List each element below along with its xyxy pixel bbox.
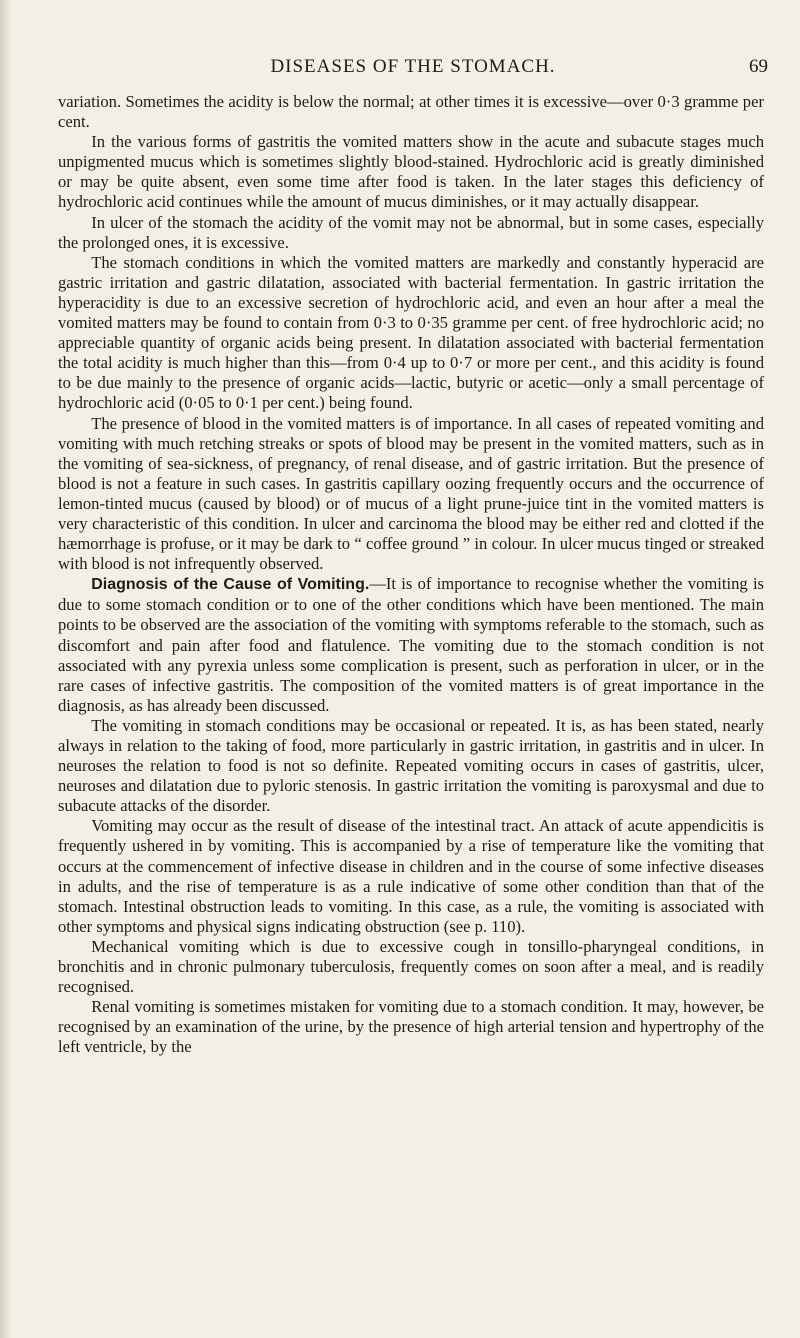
- paragraph-mechanical: Mechanical vomiting which is due to excessive cough in tonsillo-pharyngeal conditions, in bronchitis and in chronic pulmonary tuberculosis, frequently comes on soon after a meal, and is readily recognised.: [58, 936, 764, 997]
- paragraph-diagnosis-text: It is of importance to recognise whether the vomiting is due to some stomach condition or to one of the other conditions which have been mentioned. The main points to be observed are the association of the vomiting with symptoms referable to the stomach, such as discomfort and pain after food and flatulence. The vomiting due to the stomach condition is not associated with any pyrexia unless some complication is present, such as perforation in ulcer, or in the rare cases of infective gastritis. The composition of the vomited matters is of great importance in the diagnosis, as has already been discussed.: [58, 574, 765, 715]
- paragraph-blood: The presence of blood in the vomited matters is of importance. In all cases of repeated vomiting and vomiting with much retching streaks or spots of blood may be present in the vomited matters, such as in the vomiting of sea-sickness, of pregnancy, of renal disease, and of gastric irritation. But the presence of blood is not a feature in such cases. In gastritis capillary oozing frequently occurs and the occurrence of lemon-tinted mucus (caused by blood) or of mucus of a light prune-juice tint in the vomited matters is very characteristic of this condition. In ulcer and carcinoma the blood may be either red and clotted if the hæmorrhage is profuse, or it may be dark to “ coffee ground ” in colour. In ulcer mucus tinged or streaked with blood is not infrequently observed.: [58, 413, 764, 574]
- paragraph-renal: Renal vomiting is sometimes mistaken for vomiting due to a stomach condition. It may, however, be recognised by an examination of the urine, by the presence of high arterial tension and hypertrophy of the left ventricle, by the: [58, 997, 764, 1057]
- page-number: 69: [749, 56, 768, 77]
- section-heading: Diagnosis of the Cause of Vomiting.: [91, 576, 370, 594]
- paragraph-acidity-variation: variation. Sometimes the acidity is below the normal; at other times it is excessive—over 0·3 gramme per cent.: [58, 92, 764, 132]
- body-text: [58, 92, 764, 1058]
- page-edge-shadow: [0, 0, 12, 1338]
- paragraph-ulcer-acidity: In ulcer of the stomach the acidity of the vomit may not be abnormal, but in some cases, especially the prolonged ones, it is excessive.: [58, 212, 764, 252]
- paragraph-gastritis: In the various forms of gastritis the vomited matters show in the acute and subacute stages much unpigmented mucus which is sometimes slightly blood-stained. Hydrochloric acid is greatly diminished or may be quite absent, even some time after food is taken. In the later stages this deficiency of hydrochloric acid continues while the amount of mucus diminishes, or it may actually disappear.: [58, 132, 764, 212]
- running-title: DISEASES OF THE STOMACH.: [270, 56, 556, 77]
- page-header: [58, 56, 768, 82]
- paragraph-occasional-repeated: The vomiting in stomach conditions may be occasional or repeated. It is, as has been stated, nearly always in relation to the taking of food, more particularly in gastric irritation, in gastritis and in ulcer. In neuroses the relation to food is not so definite. Repeated vomiting occurs in cases of gastritis, ulcer, neuroses and dilatation due to pyloric stenosis. In gastric irritation the vomiting is paroxysmal and due to subacute attacks of the disorder.: [58, 715, 764, 816]
- paragraph-intestinal: Vomiting may occur as the result of disease of the intestinal tract. An attack of acute appendicitis is frequently ushered in by vomiting. This is accompanied by a rise of temperature like the vomiting that occurs at the commencement of infective disease in children and in the course of some infective diseases in adults, and the rise of temperature is as a rule indicative of some other condition than that of the stomach. Intestinal obstruction leads to vomiting. In this case, as a rule, the vomiting is associated with other symptoms and physical signs indicating obstruction (see p. 110).: [58, 816, 764, 936]
- paragraph-diagnosis: Diagnosis of the Cause of Vomiting.—It is of importance to recognise whether the vomiting is due to some stomach condition or to one of the other conditions which have been mentioned. The main points to be observed are the association of the vomiting with symptoms referable to the stomach, such as discomfort and pain after food and flatulence. The vomiting due to the stomach condition is not associated with any pyrexia unless some complication is present, such as perforation in ulcer, or in the rare cases of infective gastritis. The composition of the vomited matters is of great importance in the diagnosis, as has already been discussed.: [58, 574, 765, 715]
- paragraph-hyperacid: The stomach conditions in which the vomited matters are markedly and constantly hyperacid are gastric irritation and gastric dilatation, associated with bacterial fermentation. In gastric irritation the hyperacidity is due to an excessive secretion of hydrochloric acid, and even an hour after a meal the vomited matters may be found to contain from 0·3 to 0·35 gramme per cent. of free hydrochloric acid; no appreciable quantity of organic acids being present. In dilatation associated with bacterial fermentation the total acidity is much higher than this—from 0·4 up to 0·7 or more per cent., and this acidity is found to be due mainly to the presence of organic acids—lactic, butyric or acetic—only a small percentage of hydrochloric acid (0·05 to 0·1 per cent.) being found.: [58, 252, 764, 413]
